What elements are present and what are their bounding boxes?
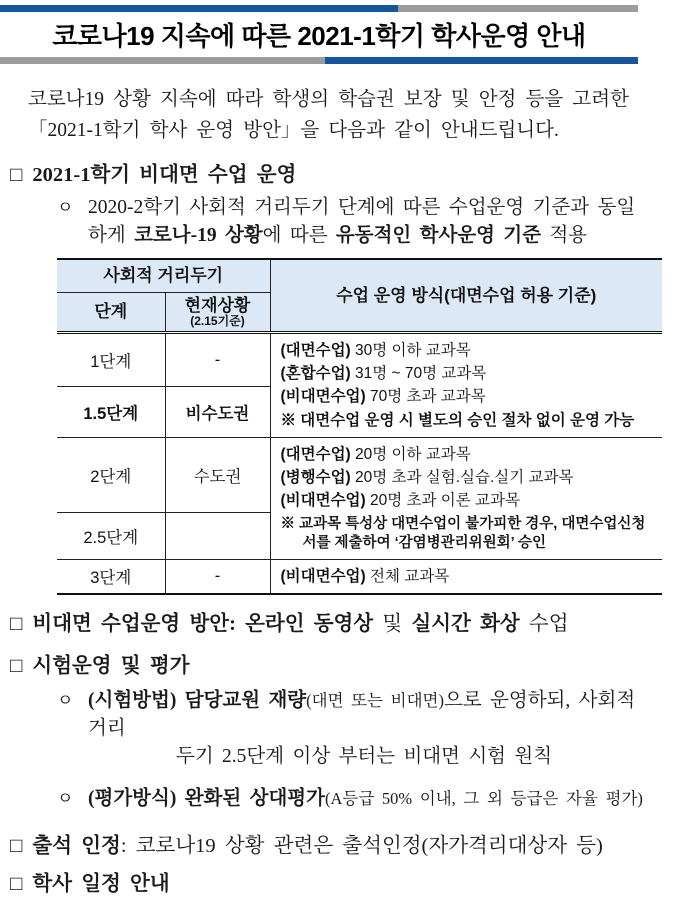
status-cell (165, 512, 270, 559)
bullet-line-1: 2020-2학기 사회적 거리두기 단계에 따른 수업운영 기준과 동일 (88, 197, 636, 218)
banner-top-rule (0, 5, 638, 12)
method-line: (혼합수업) 31명 ~ 70명 교과목 (280, 365, 487, 382)
table-row-stage1 (57, 332, 662, 387)
bullet-line-2: 두기 2.5단계 이상 부터는 비대면 시험 원칙 (176, 745, 553, 767)
circle-bullet-icon: ㅇ (57, 690, 74, 710)
checkbox-square-icon: □ (10, 834, 23, 857)
method-cell-stage3 (270, 559, 662, 594)
status-cell: 비수도권 (165, 387, 270, 437)
stage-cell: 1.5단계 (57, 387, 165, 437)
method-line: (대면수업) 20명 이하 교과목 (280, 445, 471, 463)
bullet-line-1: (시험방법) 담당교원 재량(대면 또는 비대면)으로 운영하되, 사회적 거리 (88, 689, 636, 739)
header-class-method: 수업 운영 방식(대면수업 허용 기준) (270, 259, 662, 332)
stage-cell: 1단계 (57, 332, 165, 387)
intro-line-2: 「2021-1학기 학사 운영 방안」을 다음과 같이 안내드립니다. (28, 120, 559, 141)
method-line: (비대면수업) 20명 초과 이론 교과목 (280, 492, 520, 510)
table-row-stage3 (57, 559, 662, 594)
method-line: (대면수업) 30명 이하 교과목 (280, 341, 471, 359)
banner-bottom-rule (0, 57, 638, 64)
header-social-distancing: 사회적 거리두기 (57, 259, 270, 292)
header-current-status-label: 현재상황 (184, 295, 251, 315)
checkbox-square-icon: □ (10, 612, 23, 635)
checkbox-square-icon: □ (10, 164, 23, 186)
method-note: ※ 교과목 특성상 대면수업이 불가피한 경우, 대면수업신청서를 제출하여 ‘감염병관리위원회’ 승인 (280, 515, 646, 552)
section-exam-evaluation (10, 653, 696, 679)
section-cutoff-partial (10, 869, 696, 899)
stage-cell: 2.5단계 (57, 512, 165, 559)
intro-paragraph (28, 84, 643, 146)
bullet-exam-method (57, 687, 696, 771)
method-line: (비대면수업) 전체 교과목 (280, 567, 450, 585)
cutoff-text: 학사 일정 안내 (32, 872, 170, 895)
header-current-status (165, 292, 270, 332)
section-remote-class-operation (10, 162, 696, 188)
status-cell: - (165, 332, 270, 387)
checkbox-square-icon: □ (10, 654, 23, 677)
method-line: (병행수업) 20명 초과 실험.실습.실기 교과목 (280, 469, 574, 486)
header-stage: 단계 (57, 292, 165, 332)
banner-bottom-rule-gray (0, 57, 325, 64)
stage-cell: 2단계 (57, 437, 165, 512)
stage-cell: 3단계 (57, 559, 165, 594)
section-attendance (10, 833, 696, 859)
bullet-evaluation-method (57, 785, 696, 813)
checkbox-square-icon: □ (10, 872, 23, 895)
title-banner (0, 5, 638, 64)
bullet-operation-standard (57, 194, 696, 250)
method-line: (비대면수업) 70명 초과 교과목 (280, 388, 486, 406)
class-operation-table (57, 258, 662, 595)
bullet-line-1: (평가방식) 완화된 상대평가(A등급 50% 이내, 그 외 등급은 자율 평가) (88, 787, 643, 809)
header-status-subnote: (2.15기준) (190, 313, 245, 328)
method-cell-stage1-15 (270, 332, 662, 437)
banner-top-rule-blue (0, 5, 398, 12)
notice-document (0, 5, 696, 895)
status-cell: - (165, 559, 270, 594)
banner-top-rule-gray (398, 5, 638, 12)
section-title: 시험운영 및 평가 (32, 654, 190, 677)
circle-bullet-icon: ㅇ (57, 788, 74, 808)
method-cell-stage2-25 (270, 437, 662, 559)
bullet-line-2: 하게 코로나-19 상황에 따른 유동적인 학사운영 기준 적용 (88, 225, 588, 246)
section-title: 2021-1학기 비대면 수업 운영 (32, 164, 297, 186)
section-text: 출석 인정: 코로나19 상황 관련은 출석인정(자가격리대상자 등) (32, 834, 603, 857)
table-header-row-1 (57, 259, 662, 292)
banner-bottom-rule-blue (325, 57, 638, 64)
method-note: ※ 대면수업 운영 시 별도의 승인 절차 없이 운영 가능 (280, 411, 635, 429)
intro-line-1: 코로나19 상황 지속에 따라 학생의 학습권 보장 및 안정 등을 고려한 (28, 89, 629, 110)
table-row-stage2 (57, 437, 662, 512)
section-remote-class-method (10, 611, 696, 637)
status-cell: 수도권 (165, 437, 270, 512)
page-title: 코로나19 지속에 따른 2021-1학기 학사운영 안내 (52, 21, 586, 51)
circle-bullet-icon: ㅇ (57, 198, 74, 217)
section-text: 비대면 수업운영 방안: 온라인 동영상 및 실시간 화상 수업 (32, 612, 569, 635)
